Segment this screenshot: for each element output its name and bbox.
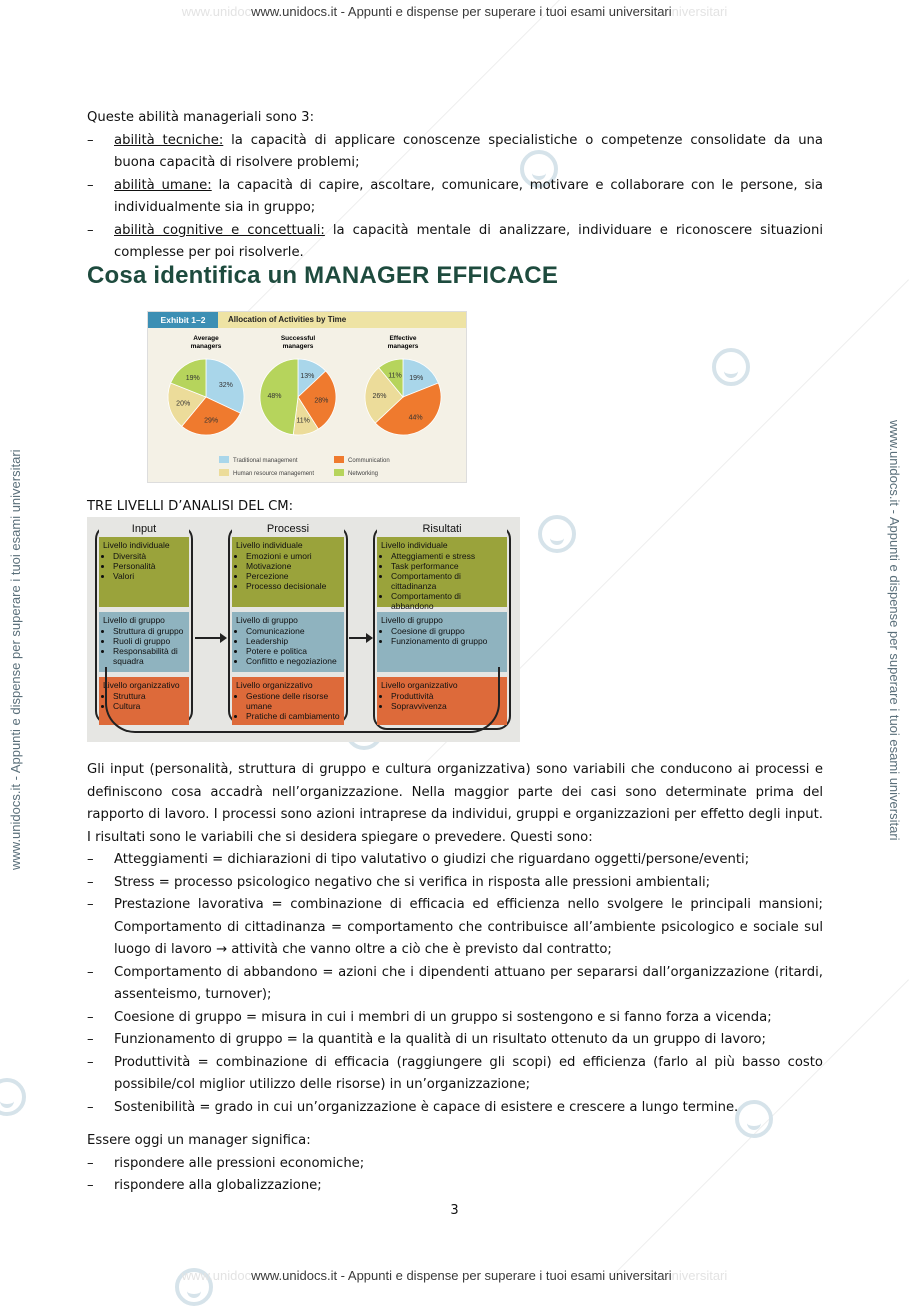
page-header: www.unidocwww.unidocs.it - Appunti e dispense per superare i tuoi esami universitariniversitari <box>181 4 728 19</box>
list-item: – Coesione di gruppo = misura in cui i membri di un gruppo si sostengono e si fanno forza a vicenda; <box>87 1009 772 1025</box>
diagram-column-title: Input <box>99 523 189 535</box>
diagram-item: • Leadership <box>246 636 340 646</box>
cm-diagram <box>87 517 520 742</box>
pie-data-label: 19% <box>185 375 200 383</box>
legend-label: Traditional management <box>233 458 298 464</box>
diagram-item: • Task performance <box>391 561 503 571</box>
diagram-box <box>232 537 344 607</box>
list-item: – rispondere alla globalizzazione; <box>87 1178 322 1193</box>
diagram-box-head: Livello di gruppo <box>103 615 165 625</box>
exhibit-figure <box>147 311 467 483</box>
pie-charts <box>148 328 466 482</box>
legend-swatch <box>219 469 229 476</box>
pie-title: Successful <box>280 335 316 342</box>
diagram-item: • Processo decisionale <box>246 581 340 591</box>
diagram-item: • Comportamento di cittadinanza <box>391 571 503 591</box>
pie-title: Average <box>193 335 219 342</box>
pie-data-label: 29% <box>204 417 219 425</box>
pie-data-label: 44% <box>408 414 423 422</box>
legend-label: Human resource management <box>233 471 315 477</box>
diagram-box-head: Livello individuale <box>381 540 448 550</box>
diagram-box <box>99 537 189 607</box>
unidocs-watermark-icon <box>712 348 750 386</box>
pie-title: managers <box>190 343 222 350</box>
diagram-item: • Cultura <box>113 701 185 711</box>
legend-swatch <box>219 456 229 463</box>
diagram-item: • Percezione <box>246 571 340 581</box>
list-item: – Produttività = combinazione di efficacia (raggiungere gli scopi) ed efficienza (farlo al più basso costo possibile/col miglior utilizzo delle risorse) in un’organizzazione; <box>87 1054 823 1092</box>
list-item: – Atteggiamenti = dichiarazioni di tipo valutativo o giudizi che riguardano oggetti/persone/eventi; <box>87 852 750 867</box>
right-side-watermark: www.unidocs.it - Appunti e dispense per superare i tuoi esami universitari <box>887 420 902 841</box>
diagram-box <box>377 612 507 672</box>
skills-section <box>87 107 823 265</box>
pie-data-label: 19% <box>409 375 424 383</box>
exhibit-tag: Exhibit 1–2 <box>148 312 218 328</box>
diagram-item: • Comunicazione <box>246 626 340 636</box>
pie-data-label: 26% <box>372 393 387 401</box>
diagram-box-head: Livello organizzativo <box>236 680 313 690</box>
diagram-box <box>99 612 189 672</box>
legend-label: Communication <box>348 458 390 464</box>
pie-data-label: 11% <box>388 372 402 380</box>
diagram-column-title: Processi <box>232 523 344 535</box>
diagram-item: • Responsabilità di squadra <box>113 646 185 666</box>
diagram-box-head: Livello organizzativo <box>381 680 458 690</box>
diagram-item: • Motivazione <box>246 561 340 571</box>
list-item: – Stress = processo psicologico negativo che si verifica in risposta alle pressioni ambientali; <box>87 874 711 890</box>
exhibit-title: Allocation of Activities by Time <box>228 315 347 324</box>
today-intro: Essere oggi un manager significa: <box>87 1133 311 1148</box>
diagram-item: • Conflitto e negoziazione <box>246 656 340 666</box>
diagram-item: • Struttura <box>113 691 185 701</box>
pie-data-label: 28% <box>314 397 329 405</box>
diagram-item: • Diversità <box>113 551 185 561</box>
pie-data-label: 48% <box>267 393 282 401</box>
legend-swatch <box>334 469 344 476</box>
diagram-box-head: Livello di gruppo <box>381 615 443 625</box>
diagram-box-head: Livello di gruppo <box>236 615 298 625</box>
pie-title: managers <box>282 343 314 350</box>
list-item: – Comportamento di abbandono = azioni che i dipendenti attuano per separarsi dall’organizzazione (ritardi, assenteismo, turnover); <box>87 964 823 1002</box>
today-section <box>87 1130 823 1198</box>
diagram-item: • Struttura di gruppo <box>113 626 185 636</box>
list-item: – abilità tecniche: la capacità di applicare conoscenze specialistiche o competenze consolidate da una buona capacità di risolvere problemi; <box>87 132 823 170</box>
diagram-item: • Valori <box>113 571 185 581</box>
page-footer: www.unidocwww.unidocs.it - Appunti e dispense per superare i tuoi esami universitariniversitari <box>181 1268 728 1283</box>
pie-data-label: 13% <box>300 372 315 380</box>
diagram-box-head: Livello individuale <box>103 540 170 550</box>
list-item: – abilità umane: la capacità di capire, ascoltare, comunicare, motivare e collaborare con le persone, sia individualmente sia in gruppo; <box>87 177 823 215</box>
pie-data-label: 20% <box>176 400 191 408</box>
diagram-item: • Potere e politica <box>246 646 340 656</box>
diagram-item: • Emozioni e umori <box>246 551 340 561</box>
levels-title: TRE LIVELLI D’ANALISI DEL CM: <box>87 499 294 514</box>
diagram-item: • Pratiche di cambiamento <box>246 711 340 721</box>
diagram-box-head: Livello organizzativo <box>103 680 180 690</box>
results-section <box>87 759 823 1119</box>
diagram-item: • Gestione delle risorse umane <box>246 691 340 711</box>
feedback-arrow <box>105 667 500 733</box>
diagram-item: • Funzionamento di gruppo <box>391 636 503 646</box>
diagram-item: • Sopravvivenza <box>391 701 503 711</box>
pie-title: Effective <box>389 335 417 342</box>
pie-data-label: 32% <box>218 381 233 389</box>
diagram-box <box>377 537 507 611</box>
diagram-item: • Atteggiamenti e stress <box>391 551 503 561</box>
legend-label: Networking <box>348 471 379 477</box>
list-item: – Sostenibilità = grado in cui un’organizzazione è capace di esistere e crescere a lungo termine. <box>87 1099 739 1115</box>
diagram-item: • Personalità <box>113 561 185 571</box>
diagram-item: • Comportamento di abbandono <box>391 591 503 611</box>
diagram-item: • Produttività <box>391 691 503 701</box>
list-item: – abilità cognitive e concettuali: la capacità mentale di analizzare, individuare e riconoscere situazioni complesse per poi risolverle. <box>87 222 823 260</box>
diagram-item: • Ruoli di gruppo <box>113 636 185 646</box>
list-item: – rispondere alle pressioni economiche; <box>87 1155 365 1171</box>
unidocs-watermark-icon <box>0 1078 26 1116</box>
intro-text: Queste abilità manageriali sono 3: <box>87 110 315 125</box>
input-paragraph: Gli input (personalità, struttura di gruppo e cultura organizzativa) sono variabili che conducono ai processi e definiscono cosa accadrà nell’organizzazione. Nella maggior parte dei casi sono determinate prima del rapporto di lavoro. I processi sono azioni intraprese da individui, gruppi e organizzazioni per effetto degli input. I risultati sono le variabili che si desidera spiegare o prevedere. Questi sono: <box>87 762 823 845</box>
diagram-box <box>232 612 344 672</box>
arrow-icon <box>349 637 371 639</box>
arrow-icon <box>195 637 225 639</box>
unidocs-watermark-icon <box>538 515 576 553</box>
list-item: – Funzionamento di gruppo = la quantità e la qualità di un risultato ottenuto da un gruppo di lavoro; <box>87 1032 766 1047</box>
section-heading: Cosa identifica un MANAGER EFFICACE <box>87 262 559 289</box>
list-item: – Prestazione lavorativa = combinazione di efficacia ed efficienza nello svolgere le principali mansioni; Comportamento di cittadinanza = comportamento che contribuisce all’ambiente psicologico e sociale sul luogo di lavoro → attività che vanno oltre a ciò che è previsto dal contratto; <box>87 897 823 957</box>
diagram-item: • Coesione di gruppo <box>391 626 503 636</box>
diagram-column-title: Risultati <box>377 523 507 535</box>
pie-data-label: 11% <box>296 417 310 425</box>
page-number: 3 <box>450 1203 459 1218</box>
legend-swatch <box>334 456 344 463</box>
diagram-box-head: Livello individuale <box>236 540 303 550</box>
left-side-watermark: www.unidocs.it - Appunti e dispense per superare i tuoi esami universitari <box>8 449 23 870</box>
pie-title: managers <box>387 343 419 350</box>
